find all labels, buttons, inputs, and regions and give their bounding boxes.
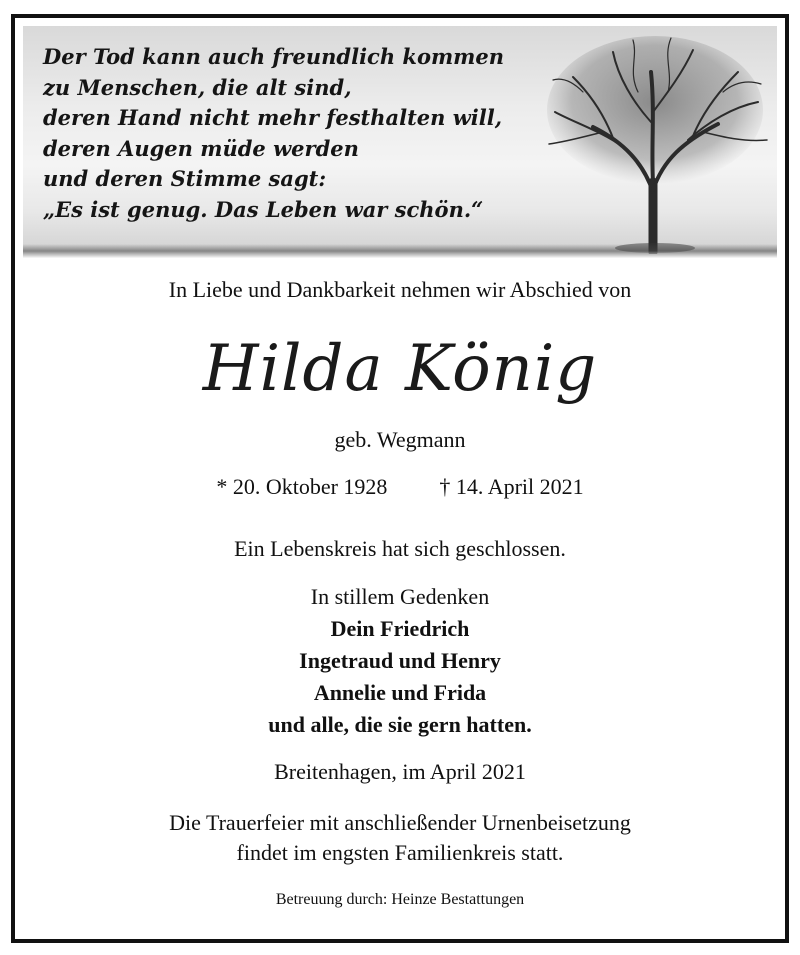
ceremony-note [15, 808, 785, 868]
poem-line: „Es ist genug. Das Leben war schön.“ [43, 196, 484, 222]
ground-line [23, 244, 777, 258]
poem-line: und deren Stimme sagt: [43, 166, 327, 191]
mourner: Dein Friedrich [330, 616, 470, 641]
born-name: geb. Wegmann [334, 427, 466, 452]
mourner: Annelie und Frida [313, 680, 487, 705]
closing-line: Ein Lebenskreis hat sich geschlossen. [234, 536, 566, 561]
obituary-frame [11, 14, 789, 943]
mourner: Ingetraud und Henry [299, 648, 501, 673]
life-dates [15, 474, 785, 500]
tree-icon [543, 32, 773, 254]
poem-line: Der Tod kann auch freundlich kommen [43, 44, 505, 69]
place-date: Breitenhagen, im April 2021 [274, 759, 526, 784]
death-date: † 14. April 2021 [439, 474, 584, 499]
ceremony-line: Die Trauerfeier mit anschließender Urnenbeisetzung [169, 810, 631, 835]
poem-line: deren Hand nicht mehr festhalten will, [43, 105, 503, 130]
poem-line: deren Augen müde werden [43, 135, 359, 161]
mourner: und alle, die sie gern hatten. [268, 712, 532, 737]
funeral-home-note: Betreuung durch: Heinze Bestattungen [275, 891, 525, 908]
memory-heading: In stillem Gedenken [310, 584, 490, 609]
memory-block [15, 581, 785, 741]
intro-text: In Liebe und Dankbarkeit nehmen wir Abschied von [168, 277, 632, 302]
ceremony-line: findet im engsten Familienkreis statt. [236, 840, 564, 865]
deceased-name: Hilda König [202, 332, 598, 406]
birth-date: * 20. Oktober 1928 [216, 474, 388, 499]
poem [43, 42, 504, 225]
header-banner [23, 26, 777, 258]
poem-line: zu Menschen, die alt sind, [43, 74, 352, 100]
